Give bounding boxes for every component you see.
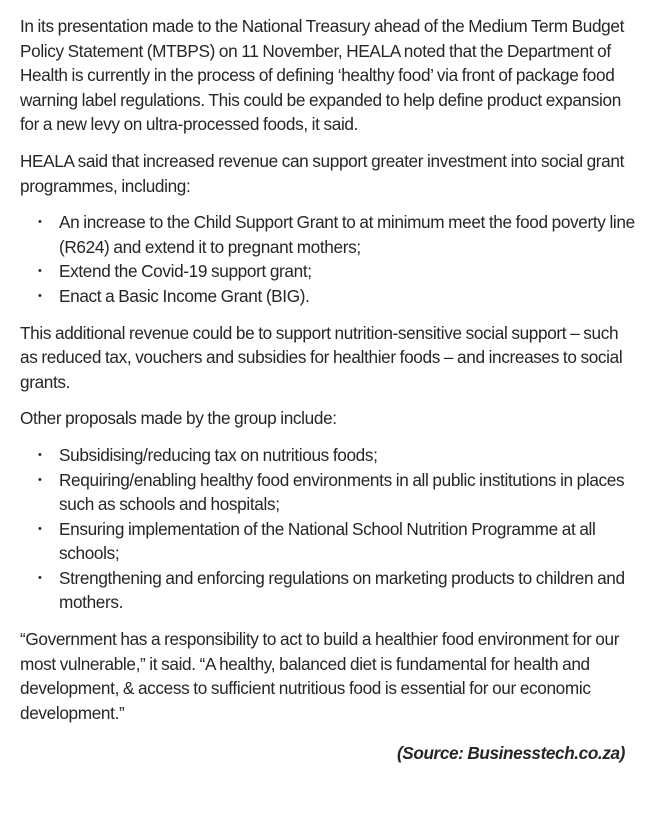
list-item-text: Enact a Basic Income Grant (BIG). [59,285,310,306]
bullet-icon: • [38,473,42,486]
paragraph-presentation: In its presentation made to the National Treasury ahead of the Medium Term Budget Policy Statement (MTBPS) on 11 November, HEALA noted that the Department of Health is currently in the process of defining ‘healthy food’ via front of package food warning label regulations. This could be expanded to help define product expansion for a new levy on ultra-processed foods, it said. [20,16,624,135]
list-item [38,259,635,284]
social-grant-list [20,210,635,308]
list-item-text: Subsidising/reducing tax on nutritious foods; [59,444,378,465]
list-item [38,210,635,259]
bullet-icon: • [38,448,42,461]
paragraph-government-quote: “Government has a responsibility to act to build a healthier food environment for our most vulnerable,” it said. “A healthy, balanced diet is fundamental for health and development, & access to sufficient nutritious food is essential for our economic development.” [20,629,620,723]
bullet-icon: • [38,216,42,229]
list-item [38,443,635,468]
bullet-icon: • [38,571,42,584]
source-citation: (Source: Businesstech.co.za) [396,743,625,764]
list-item-text: Ensuring implementation of the National School Nutrition Programme at all schools; [59,518,596,564]
paragraph-other-proposals: Other proposals made by the group include: [20,408,337,429]
list-item-text: Strengthening and enforcing regulations on marketing products to children and mothers. [59,567,625,613]
list-item-text: Extend the Covid-19 support grant; [59,261,312,282]
list-item [38,468,635,517]
paragraph-additional-revenue: This additional revenue could be to support nutrition-sensitive social support – such as reduced tax, vouchers and subsidies for healthier foods – and increases to social grants. [20,322,623,392]
bullet-icon: • [38,289,42,302]
list-item-text: An increase to the Child Support Grant to at minimum meet the food poverty line (R624) and extend it to pregnant mothers; [59,212,635,257]
bullet-icon: • [38,265,42,278]
list-item [38,566,635,615]
bullet-icon: • [38,522,42,535]
paragraph-revenue-support: HEALA said that increased revenue can support greater investment into social grant programmes, including: [20,150,625,196]
list-item [38,284,635,309]
list-item [38,517,635,566]
proposals-list [20,443,635,615]
list-item-text: Requiring/enabling healthy food environments in all public institutions in places such as schools and hospitals; [59,469,625,515]
